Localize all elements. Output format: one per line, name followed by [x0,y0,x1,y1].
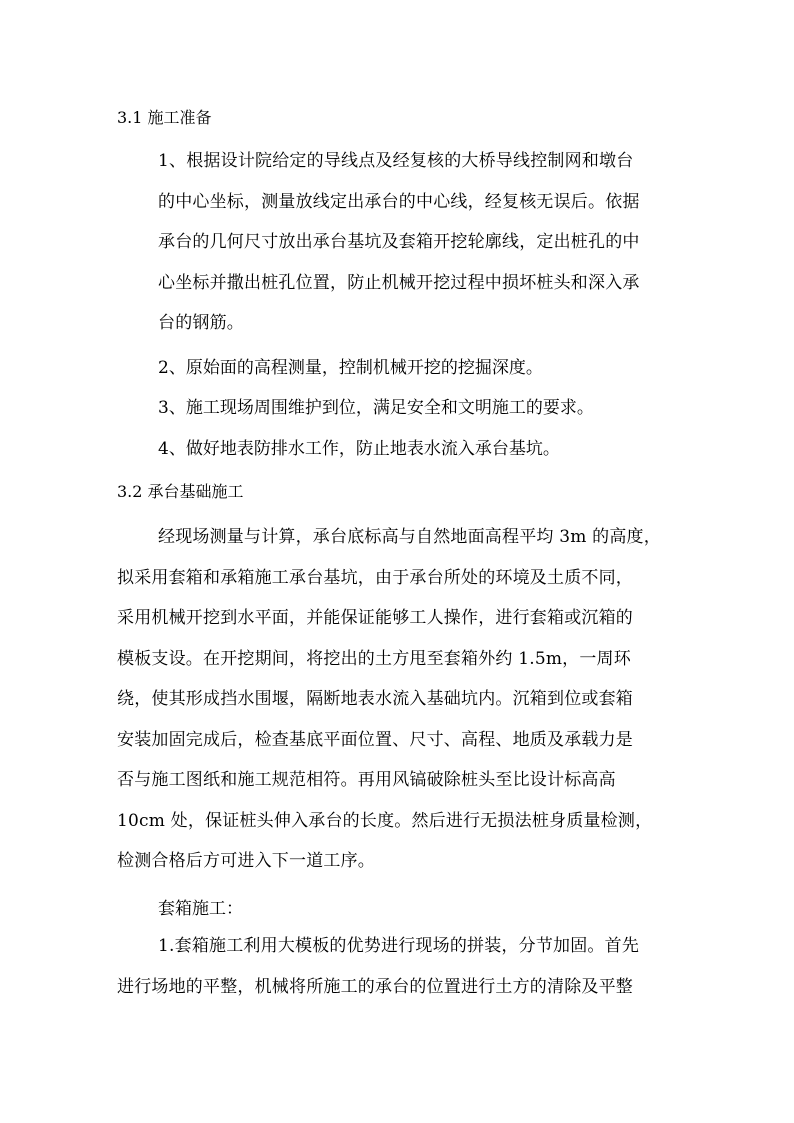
section-3-2-paragraph [117,517,697,882]
item-1-line: 心坐标并撒出桩孔位置，防止机械开挖过程中损坏桩头和深入承 [158,272,640,293]
paragraph-line: 绕，使其形成挡水围堰，隔断地表水流入基础坑内。沉箱到位或套箱 [117,689,633,709]
subheading-casing-construction: 套箱施工： [158,899,243,919]
item-4: 4、做好地表防排水工作，防止地表水流入承台基坑。 [158,439,560,459]
section-heading-3-2: 3.2 承台基础施工 [117,482,244,501]
paragraph-line: 10cm 处，保证桩头伸入承台的长度。然后进行无损法桩身质量检测， [117,810,653,831]
paragraph-line: 模板支设。在开挖期间，将挖出的土方甩至套箱外约 1.5m，一周环 [117,648,631,669]
paragraph-line: 1.套箱施工利用大模板的优势进行现场的拼装，分节加固。首先 [158,936,640,956]
paragraph-line: 否与施工图纸和施工规范相符。再用风镐破除桩头至比设计标高高 [117,770,616,790]
item-1-line: 承台的几何尺寸放出承台基坑及套箱开挖轮廓线，定出桩孔的中 [158,232,640,252]
paragraph-line: 安装加固完成后，检查基底平面位置、尺寸、高程、地质及承载力是 [117,729,633,750]
paragraph-line: 采用机械开挖到水平面，并能保证能够工人操作，进行套箱或沉箱的 [117,608,633,628]
item-1-line: 1、根据设计院给定的导线点及经复核的大桥导线控制网和墩台 [158,151,634,171]
paragraph-line: 拟采用套箱和承箱施工承台基坑，由于承台所处的环境及土质不同， [117,567,633,588]
item-3: 3、施工现场周围维护到位，满足安全和文明施工的要求。 [158,398,594,418]
paragraph-line: 进行场地的平整，机械将所施工的承台的位置进行土方的清除及平整 [117,976,633,997]
paragraph-line: 检测合格后方可进入下一道工序。 [117,851,375,871]
casing-construction-paragraph [117,926,697,1007]
item-1-line: 台的钢筋。 [158,313,244,333]
item-1-paragraph [117,141,677,344]
paragraph-line: 经现场测量与计算，承台底标高与自然地面高程平均 3m 的高度， [158,527,661,547]
item-1-line: 的中心坐标，测量放线定出承台的中心线，经复核无误后。依据 [158,191,640,212]
section-heading-3-1: 3.1 施工准备 [117,108,212,127]
item-2: 2、原始面的高程测量，控制机械开挖的挖掘深度。 [158,358,543,378]
